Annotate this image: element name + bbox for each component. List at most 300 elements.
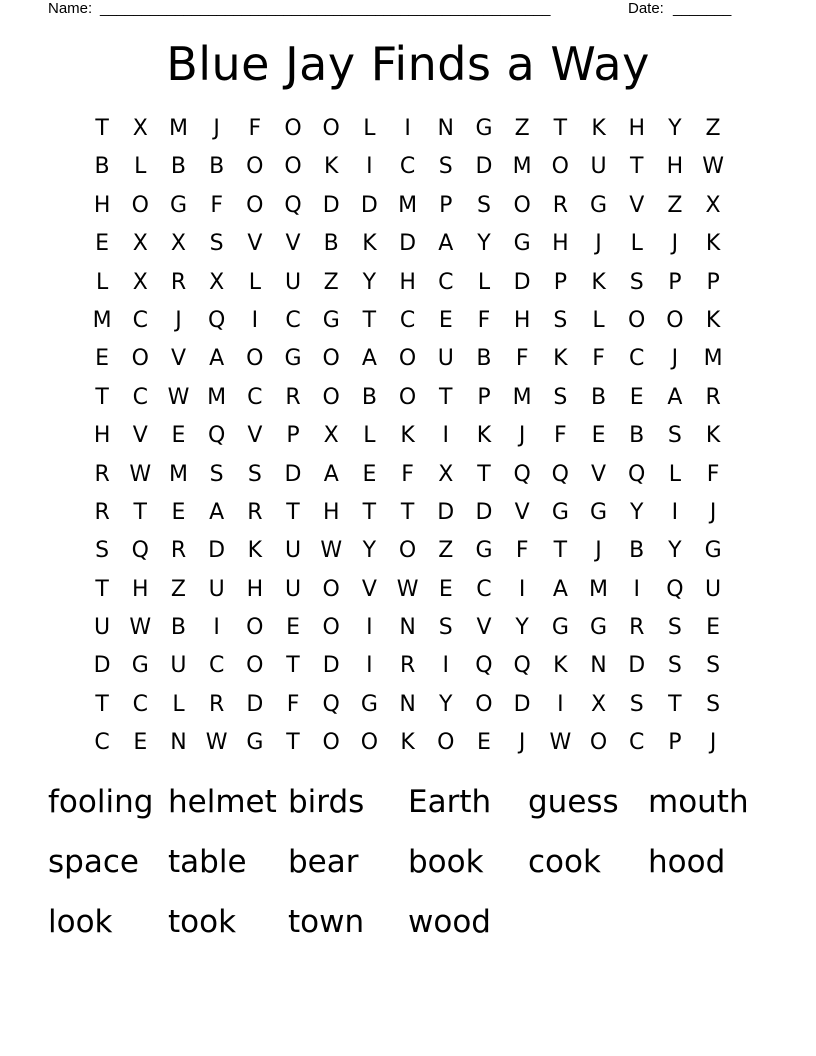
grid-letter: E: [438, 576, 453, 602]
grid-letter: O: [551, 154, 569, 180]
grid-letter: E: [362, 461, 377, 487]
grid-letter: G: [513, 231, 531, 257]
grid-letter: S: [438, 154, 453, 180]
grid-letter: N: [399, 615, 416, 641]
grid-letter: B: [94, 154, 110, 180]
grid-letter: T: [553, 538, 568, 564]
grid-letter: J: [518, 730, 526, 756]
grid-letter: O: [284, 116, 302, 141]
grid-letter: D: [284, 461, 302, 487]
grid-letter: I: [633, 576, 640, 602]
grid-letter: T: [553, 116, 568, 141]
grid-letter: E: [286, 615, 300, 641]
grid-letter: R: [94, 499, 110, 525]
grid-letter: S: [706, 691, 721, 717]
grid-letter: S: [95, 538, 110, 564]
grid-letter: F: [286, 691, 300, 717]
grid-letter: P: [668, 269, 682, 295]
grid-letter: L: [363, 423, 376, 449]
grid-letter: O: [131, 346, 149, 372]
grid-letter: I: [404, 116, 411, 141]
grid-letter: R: [170, 269, 187, 295]
grid-letter: S: [667, 423, 682, 449]
grid-letter: J: [175, 307, 182, 333]
grid-letter: P: [553, 269, 567, 295]
grid-letter: L: [172, 691, 185, 717]
grid-letter: M: [512, 384, 532, 410]
grid-letter: V: [170, 346, 186, 372]
grid-letter: K: [553, 346, 568, 372]
grid-letter: J: [709, 730, 717, 756]
grid-letter: K: [400, 730, 415, 756]
grid-letter: I: [366, 615, 373, 641]
grid-letter: E: [171, 499, 186, 525]
grid-row: [83, 532, 733, 570]
grid-row: [83, 148, 733, 186]
grid-letter: O: [246, 192, 264, 218]
grid-row: [83, 686, 733, 724]
grid-letter: X: [209, 269, 225, 295]
word-list-item: guess: [528, 784, 619, 820]
grid-letter: K: [362, 231, 377, 257]
grid-letter: O: [322, 576, 340, 602]
grid-letter: T: [286, 499, 300, 525]
grid-letter: A: [361, 346, 377, 372]
grid-letter: Y: [439, 691, 453, 717]
grid-letter: F: [706, 461, 720, 487]
grid-row: [83, 647, 733, 685]
grid-letter: G: [551, 615, 569, 641]
grid-letter: W: [129, 461, 152, 487]
grid-letter: W: [396, 576, 419, 602]
grid-letter: O: [398, 346, 417, 372]
grid-row: [83, 187, 733, 225]
grid-letter: H: [513, 307, 531, 333]
grid-letter: L: [95, 269, 109, 295]
grid-letter: B: [476, 346, 492, 372]
grid-letter: U: [705, 576, 722, 602]
grid-letter: V: [247, 423, 263, 449]
grid-letter: R: [247, 499, 263, 525]
grid-letter: R: [705, 384, 721, 410]
grid-letter: U: [94, 615, 111, 641]
grid-row: [83, 724, 733, 762]
grid-letter: C: [629, 730, 645, 756]
grid-letter: O: [246, 154, 264, 180]
grid-letter: Z: [705, 116, 721, 141]
word-list-item: helmet: [168, 784, 277, 820]
grid-letter: K: [553, 653, 568, 679]
grid-letter: Q: [475, 653, 493, 679]
grid-letter: S: [209, 461, 224, 487]
word-list-item: Earth: [408, 784, 492, 820]
grid-letter: Q: [513, 653, 531, 679]
grid-letter: I: [557, 691, 564, 717]
grid-letter: Q: [322, 691, 340, 717]
grid-letter: V: [285, 231, 301, 257]
grid-letter: E: [438, 307, 453, 333]
grid-letter: R: [399, 653, 416, 679]
grid-row: [83, 379, 733, 417]
grid-letter: E: [706, 615, 721, 641]
grid-letter: A: [209, 499, 225, 525]
grid-letter: A: [209, 346, 225, 372]
grid-letter: L: [363, 116, 376, 141]
grid-letter: W: [129, 615, 152, 641]
grid-letter: C: [285, 307, 301, 333]
grid-row: [83, 340, 733, 378]
grid-letter: S: [553, 384, 568, 410]
grid-letter: M: [207, 384, 227, 410]
grid-letter: O: [322, 730, 340, 756]
grid-letter: D: [93, 653, 111, 679]
grid-letter: M: [398, 192, 418, 218]
grid-letter: B: [361, 384, 377, 410]
grid-letter: J: [518, 423, 526, 449]
grid-letter: I: [251, 307, 259, 333]
grid-letter: Y: [515, 615, 529, 641]
grid-letter: Z: [438, 538, 454, 564]
grid-letter: E: [95, 231, 110, 257]
grid-letter: T: [629, 154, 644, 180]
grid-letter: K: [476, 423, 492, 449]
grid-letter: G: [284, 346, 302, 372]
grid-letter: B: [170, 615, 187, 641]
grid-letter: I: [442, 423, 450, 449]
word-list-item: town: [288, 904, 365, 940]
grid-letter: T: [362, 499, 377, 525]
grid-letter: U: [284, 269, 302, 295]
grid-letter: S: [553, 307, 568, 333]
grid-letter: W: [320, 538, 343, 564]
grid-letter: S: [247, 461, 262, 487]
grid-letter: Z: [667, 192, 683, 218]
grid-letter: Z: [170, 576, 186, 602]
grid-row: [83, 302, 733, 340]
grid-letter: I: [213, 615, 220, 641]
grid-letter: F: [248, 116, 262, 141]
grid-letter: J: [595, 231, 602, 257]
grid-letter: J: [213, 116, 220, 141]
grid-letter: A: [438, 231, 454, 257]
grid-letter: G: [475, 116, 493, 141]
grid-letter: H: [666, 154, 684, 180]
grid-letter: T: [286, 730, 300, 756]
grid-letter: Y: [477, 231, 491, 257]
grid-letter: Q: [284, 192, 302, 218]
grid-letter: M: [703, 346, 723, 372]
grid-letter: S: [667, 615, 682, 641]
grid-letter: L: [248, 269, 261, 295]
grid-letter: K: [591, 269, 606, 295]
grid-letter: E: [591, 423, 606, 449]
word-list-item: book: [408, 844, 484, 880]
grid-letter: O: [437, 730, 455, 756]
grid-letter: Y: [629, 499, 644, 525]
grid-letter: K: [247, 538, 263, 564]
grid-letter: R: [209, 691, 225, 717]
grid-letter: C: [94, 730, 110, 756]
grid-letter: O: [284, 154, 302, 180]
grid-letter: V: [132, 423, 148, 449]
grid-letter: S: [629, 269, 644, 295]
grid-letter: X: [705, 192, 721, 218]
grid-letter: O: [513, 192, 531, 218]
grid-letter: F: [592, 346, 605, 372]
grid-letter: L: [592, 307, 605, 333]
grid-letter: U: [208, 576, 225, 602]
grid-letter: Q: [207, 307, 226, 333]
grid-letter: T: [95, 384, 109, 410]
page-title: Blue Jay Finds a Way: [166, 37, 650, 91]
grid-letter: F: [515, 346, 529, 372]
grid-letter: D: [513, 691, 531, 717]
grid-letter: A: [323, 461, 339, 487]
grid-letter: O: [360, 730, 379, 756]
grid-letter: F: [401, 461, 414, 487]
grid-letter: G: [131, 653, 149, 679]
grid-letter: D: [208, 538, 226, 564]
grid-letter: C: [399, 154, 416, 180]
grid-letter: J: [671, 231, 679, 257]
grid-letter: H: [322, 499, 340, 525]
grid-letter: I: [442, 653, 450, 679]
grid-letter: S: [438, 615, 453, 641]
grid-letter: K: [324, 154, 339, 180]
word-list-item: cook: [528, 844, 601, 880]
grid-row: [83, 264, 733, 302]
grid-letter: K: [705, 307, 721, 333]
grid-row: [83, 110, 733, 148]
grid-letter: Q: [551, 461, 569, 487]
word-list-item: fooling: [48, 784, 154, 820]
grid-letter: X: [590, 691, 607, 717]
grid-letter: O: [246, 346, 264, 372]
grid-letter: S: [706, 653, 721, 679]
grid-letter: D: [475, 154, 493, 180]
grid-letter: Z: [514, 116, 530, 141]
grid-letter: Q: [628, 461, 646, 487]
grid-letter: K: [400, 423, 415, 449]
grid-letter: N: [170, 730, 187, 756]
grid-letter: Y: [362, 538, 377, 564]
grid-letter: O: [475, 691, 493, 717]
grid-letter: N: [590, 653, 607, 679]
grid-letter: T: [95, 576, 109, 602]
grid-letter: L: [477, 269, 491, 295]
grid-letter: S: [667, 653, 682, 679]
word-list-item: took: [168, 904, 237, 940]
grid-letter: D: [513, 269, 531, 295]
grid-letter: V: [629, 192, 645, 218]
grid-letter: A: [552, 576, 568, 602]
grid-letter: E: [477, 730, 491, 756]
grid-letter: V: [361, 576, 377, 602]
grid-letter: H: [132, 576, 149, 602]
grid-letter: H: [93, 423, 111, 449]
grid-letter: N: [437, 116, 455, 141]
grid-letter: C: [208, 653, 225, 679]
grid-letter: X: [132, 269, 148, 295]
grid-letter: Z: [323, 269, 339, 295]
grid-letter: P: [706, 269, 720, 295]
grid-row: [83, 417, 733, 455]
grid-letter: O: [246, 615, 264, 641]
grid-letter: I: [671, 499, 679, 525]
grid-letter: L: [668, 461, 682, 487]
grid-letter: C: [399, 307, 416, 333]
grid-letter: G: [704, 538, 722, 564]
grid-letter: F: [515, 538, 529, 564]
grid-letter: B: [590, 384, 607, 410]
grid-row: [83, 494, 733, 532]
grid-letter: T: [133, 499, 147, 525]
grid-letter: Q: [131, 538, 149, 564]
grid-letter: M: [168, 116, 188, 141]
grid-letter: B: [629, 538, 645, 564]
grid-letter: Y: [668, 116, 682, 141]
grid-letter: G: [360, 691, 378, 717]
grid-letter: D: [628, 653, 646, 679]
grid-letter: M: [589, 576, 609, 602]
grid-letter: G: [551, 499, 569, 525]
grid-letter: I: [366, 154, 373, 180]
grid-letter: O: [322, 116, 340, 141]
grid-letter: L: [630, 231, 643, 257]
grid-letter: U: [170, 653, 187, 679]
grid-row: [83, 225, 733, 263]
grid-letter: W: [167, 384, 190, 410]
grid-letter: G: [590, 192, 608, 218]
grid-letter: S: [209, 231, 224, 257]
word-list-item: look: [48, 904, 113, 940]
grid-letter: J: [671, 346, 679, 372]
grid-letter: X: [323, 423, 339, 449]
grid-letter: F: [554, 423, 567, 449]
grid-letter: E: [629, 384, 644, 410]
grid-letter: O: [589, 730, 608, 756]
grid-letter: G: [590, 615, 608, 641]
grid-letter: X: [132, 116, 148, 141]
grid-letter: K: [705, 231, 721, 257]
grid-letter: Q: [207, 423, 226, 449]
grid-letter: R: [94, 461, 110, 487]
grid-letter: I: [366, 653, 373, 679]
grid-letter: H: [399, 269, 416, 295]
name-label: Name:: [48, 0, 93, 17]
grid-letter: K: [705, 423, 721, 449]
grid-letter: G: [475, 538, 493, 564]
grid-letter: T: [400, 499, 415, 525]
grid-letter: O: [322, 384, 340, 410]
grid-letter: J: [709, 499, 717, 525]
grid-letter: B: [629, 423, 645, 449]
grid-letter: A: [667, 384, 683, 410]
grid-letter: U: [284, 538, 302, 564]
grid-letter: T: [286, 653, 300, 679]
grid-letter: Y: [668, 538, 682, 564]
grid-letter: O: [628, 307, 646, 333]
grid-letter: X: [170, 231, 186, 257]
grid-letter: V: [247, 231, 263, 257]
grid-letter: Q: [513, 461, 531, 487]
header-line: [48, 0, 748, 18]
grid-letter: E: [133, 730, 148, 756]
grid-letter: P: [477, 384, 491, 410]
grid-letter: P: [439, 192, 453, 218]
grid-letter: W: [205, 730, 228, 756]
grid-letter: I: [518, 576, 526, 602]
grid-letter: V: [591, 461, 607, 487]
grid-letter: T: [95, 691, 109, 717]
grid-letter: O: [666, 307, 684, 333]
grid-letter: U: [590, 154, 607, 180]
grid-letter: G: [246, 730, 264, 756]
grid-letter: C: [476, 576, 492, 602]
grid-letter: P: [668, 730, 682, 756]
grid-letter: O: [398, 384, 417, 410]
word-list-item: table: [168, 844, 247, 880]
grid-letter: F: [210, 192, 223, 218]
grid-letter: B: [209, 154, 225, 180]
grid-letter: Y: [362, 269, 377, 295]
date-blank: _______: [673, 0, 732, 17]
grid-letter: L: [134, 154, 147, 180]
grid-letter: R: [170, 538, 187, 564]
grid-letter: D: [322, 653, 340, 679]
grid-letter: T: [668, 691, 682, 717]
grid-letter: D: [246, 691, 264, 717]
grid-letter: T: [362, 307, 377, 333]
grid-letter: M: [512, 154, 532, 180]
grid-letter: M: [92, 307, 112, 333]
grid-letter: H: [93, 192, 111, 218]
grid-letter: K: [591, 116, 606, 141]
grid-letter: E: [171, 423, 186, 449]
grid-letter: C: [438, 269, 454, 295]
grid-letter: U: [437, 346, 454, 372]
grid-letter: T: [477, 461, 491, 487]
word-list-item: bear: [288, 844, 359, 880]
grid-letter: V: [476, 615, 492, 641]
grid-letter: N: [399, 691, 416, 717]
grid-letter: R: [285, 384, 301, 410]
grid-letter: G: [322, 307, 340, 333]
grid-letter: U: [284, 576, 302, 602]
grid-letter: H: [552, 231, 569, 257]
grid-letter: T: [439, 384, 453, 410]
grid-row: [83, 571, 733, 609]
grid-letter: G: [169, 192, 187, 218]
grid-letter: O: [246, 653, 264, 679]
grid-letter: D: [475, 499, 493, 525]
word-list-item: mouth: [648, 784, 749, 820]
grid-letter: X: [132, 231, 148, 257]
grid-row: [83, 609, 733, 647]
grid-letter: D: [399, 231, 417, 257]
grid-letter: C: [247, 384, 263, 410]
grid-letter: G: [590, 499, 608, 525]
grid-letter: C: [132, 691, 148, 717]
grid-letter: J: [595, 538, 602, 564]
date-label: Date:: [628, 0, 664, 17]
grid-letter: T: [95, 116, 109, 141]
grid-letter: D: [322, 192, 340, 218]
grid-row: [83, 456, 733, 494]
grid-letter: O: [131, 192, 149, 218]
grid-letter: O: [398, 538, 417, 564]
word-list-item: space: [48, 844, 139, 880]
